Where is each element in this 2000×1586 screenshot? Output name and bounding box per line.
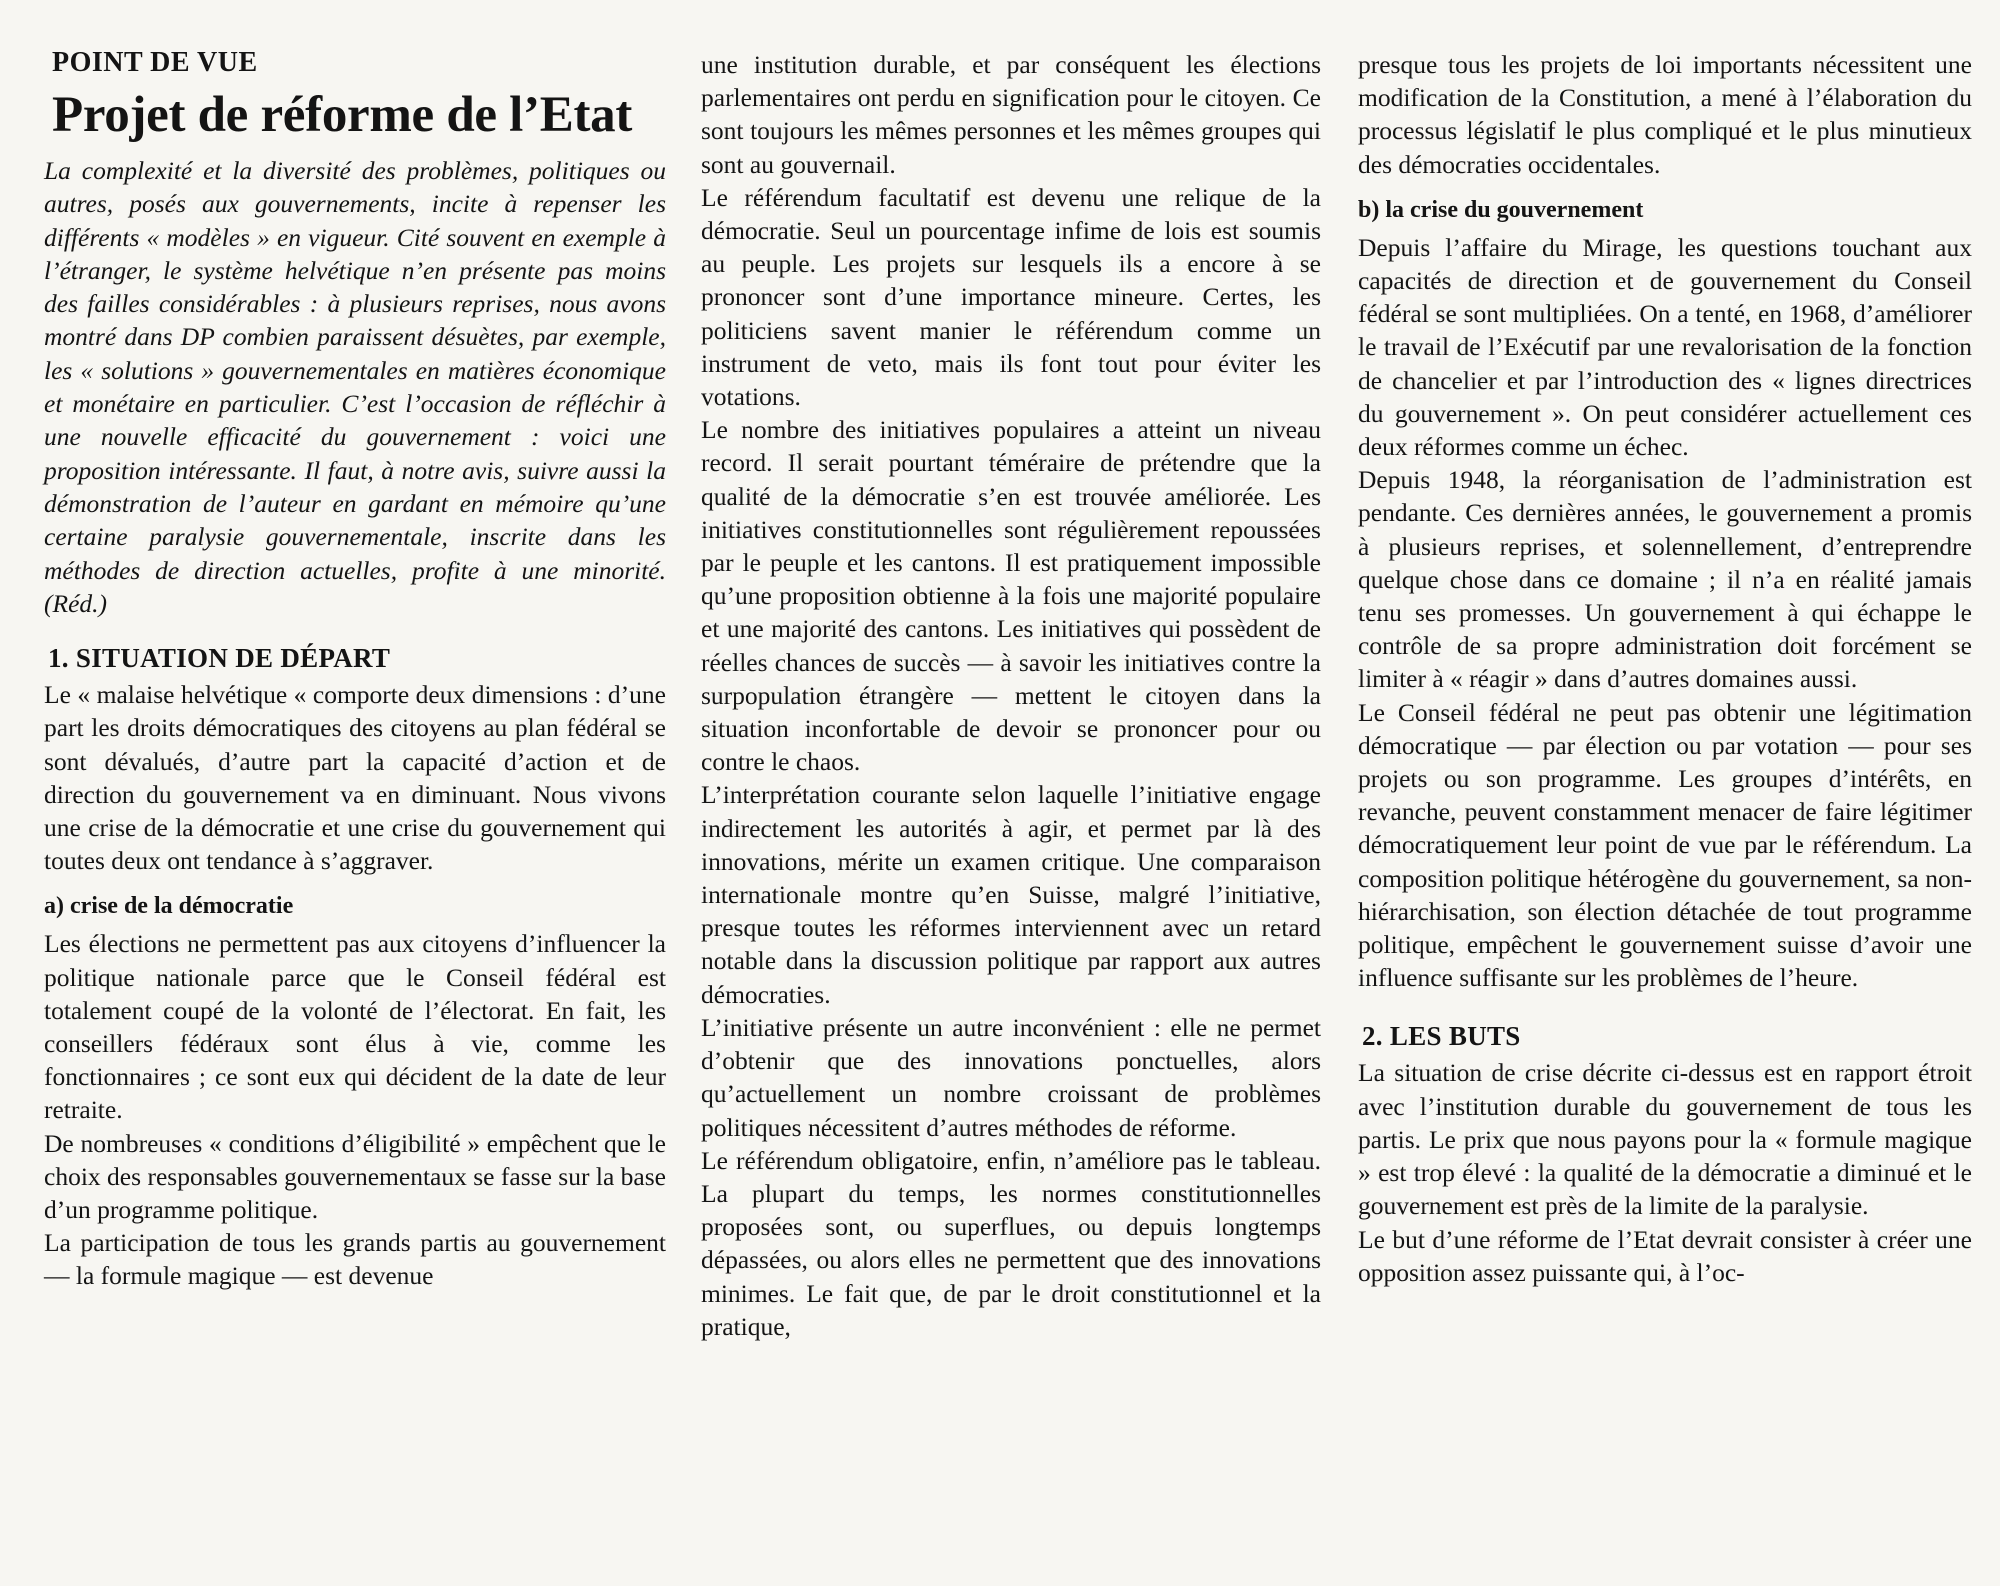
- paragraph: Les élections ne permettent pas aux citoyens d’influencer la politique nationale parce que le Conseil fédéral est totalement coupé de la volonté de l’électorat. En fait, les conseillers fédéraux sont élus à vie, comme les fonctionnaires ; ce sont eux qui décident de la date de leur retraite.: [44, 929, 666, 1125]
- subsection-heading-democratie: a) crise de la démocratie: [44, 893, 294, 920]
- paragraph: Le Conseil fédéral ne peut pas obtenir une légitimation démocratique — par élection ou par votation — pour ses projets ou son programme. Les groupes d’intérêts, en revanche, peuvent constamment menacer de faire légitimer démocratiquement leur point de vue par le référendum. La composition politique hétérogène du gouvernement, sa non-hiérarchisation, son élection détachée de tout programme politique, empêchent le gouvernement suisse d’avoir une influence suffisante sur les problèmes de l’heure.: [1358, 697, 1972, 993]
- paragraph: L’interprétation courante selon laquelle l’initiative engage indirectement les autorités à agir, et permet par là des innovations, mérite un examen critique. Une comparaison internationale montre qu’en Suisse, malgré l’initiative, presque toutes les réformes interviennent avec un retard notable dans la discussion politique par rapport aux autres démocraties.: [701, 780, 1321, 1009]
- paragraph: Le « malaise helvétique « comporte deux dimensions : d’une part les droits démocratiques des citoyens au plan fédéral se sont dévalués, d’autre part la capacité d’action et de direction du gouvernement va en diminuant. Nous vivons une crise de la démocratie et une crise du gouvernement qui toutes deux ont tendance à s’aggraver.: [44, 680, 666, 876]
- paragraph: De nombreuses « conditions d’éligibilité » empêchent que le choix des responsables gouvernementaux se fasse sur la base d’un programme politique.: [44, 1128, 666, 1224]
- paragraph: presque tous les projets de loi importants nécessitent une modification de la Constitution, a mené à l’élaboration du processus législatif le plus compliqué et le plus minutieux des démocraties occidentales.: [1358, 50, 1972, 179]
- paragraph: L’initiative présente un autre inconvénient : elle ne permet d’obtenir que des innovations ponctuelles, alors qu’actuellement un nombre croissant de problèmes politiques nécessitent d’autres méthodes de réforme.: [701, 1012, 1321, 1142]
- paragraph: une institution durable, et par conséquent les élections parlementaires ont perdu en signification pour le citoyen. Ce sont toujours les mêmes personnes et les mêmes groupes qui sont au gouvernail.: [701, 50, 1321, 179]
- editorial-lede: La complexité et la diversité des problèmes, politiques ou autres, posés aux gouvernements, incite à repenser les différents « modèles » en vigueur. Cité souvent en exemple à l’étranger, le système helvétique n’en présente pas moins des failles considérables : à plusieurs reprises, nous avons montré dans DP combien paraissent désuètes, par exemple, les « solutions » gouvernementales en matières économique et monétaire en particulier. C’est l’occasion de réfléchir à une nouvelle efficacité du gouvernement : voici une proposition intéressante. Il faut, à notre avis, suivre aussi la démonstration de l’auteur en gardant en mémoire qu’une certaine paralysie gouvernementale, inscrite dans les méthodes de direction actuelles, profite à une minorité. (Réd.): [44, 156, 666, 618]
- paragraph: Le référendum obligatoire, enfin, n’améliore pas le tableau. La plupart du temps, les normes constitutionnelles proposées sont, ou superflues, ou depuis longtemps dépassées, ou alors elles ne permettent que des innovations minimes. Le fait que, de par le droit constitutionnel et la pratique,: [701, 1145, 1321, 1341]
- paragraph: Le référendum facultatif est devenu une relique de la démocratie. Seul un pourcentage infime de lois est soumis au peuple. Les projets sur lesquels ils a encore à se prononcer sont d’une importance mineure. Certes, les politiciens savent manier le référendum comme un instrument de veto, mais ils font tout pour éviter les votations.: [701, 182, 1321, 412]
- column-1: [44, 48, 666, 1293]
- kicker: POINT DE VUE: [52, 47, 258, 78]
- column-2: [701, 48, 1321, 1343]
- paragraph: Le nombre des initiatives populaires a atteint un niveau record. Il serait pourtant téméraire de prétendre que la qualité de la démocratie s’en est trouvée améliorée. Les initiatives constitutionnelles sont régulièrement repoussées par le peuple et les cantons. Il est pratiquement impossible qu’une proposition obtienne à la fois une majorité populaire et une majorité des cantons. Les initiatives qui possèdent de réelles chances de succès — à savoir les initiatives contre la surpopulation étrangère — mettent le citoyen dans la situation inconfortable de devoir se prononcer pour ou contre le chaos.: [701, 415, 1321, 777]
- article-title: Projet de réforme de l’Etat: [52, 87, 633, 143]
- column-3: [1358, 48, 1972, 1289]
- paragraph: Le but d’une réforme de l’Etat devrait consister à créer une opposition assez puissante qui, à l’oc-: [1358, 1224, 1972, 1287]
- section-heading-situation: 1. SITUATION DE DÉPART: [48, 643, 391, 674]
- subsection-heading-gouvernement: b) la crise du gouvernement: [1358, 196, 1644, 223]
- paragraph: La situation de crise décrite ci-dessus est en rapport étroit avec l’institution durable du gouvernement de tous les partis. Le prix que nous payons pour la « formule magique » est trop élevé : la qualité de la démocratie a diminué et le gouvernement est près de la limite de la paralysie.: [1358, 1058, 1972, 1221]
- section-heading-buts: 2. LES BUTS: [1362, 1021, 1521, 1052]
- paragraph: La participation de tous les grands partis au gouvernement — la formule magique — est devenue: [44, 1228, 666, 1291]
- paragraph: Depuis l’affaire du Mirage, les questions touchant aux capacités de direction et de gouvernement du Conseil fédéral se sont multipliées. On a tenté, en 1968, d’améliorer le travail de l’Exécutif par une revalorisation de la fonction de chancelier et par l’introduction des « lignes directrices du gouvernement ». On peut considérer actuellement ces deux réformes comme un échec.: [1358, 232, 1972, 462]
- paragraph: Depuis 1948, la réorganisation de l’administration est pendante. Ces dernières années, le gouvernement a promis à plusieurs reprises, et solennellement, d’entreprendre quelque chose dans ce domaine ; il n’a en réalité jamais tenu ses promesses. Un gouvernement à qui échappe le contrôle de sa propre administration doit forcément se limiter à « réagir » dans d’autres domaines aussi.: [1358, 465, 1972, 694]
